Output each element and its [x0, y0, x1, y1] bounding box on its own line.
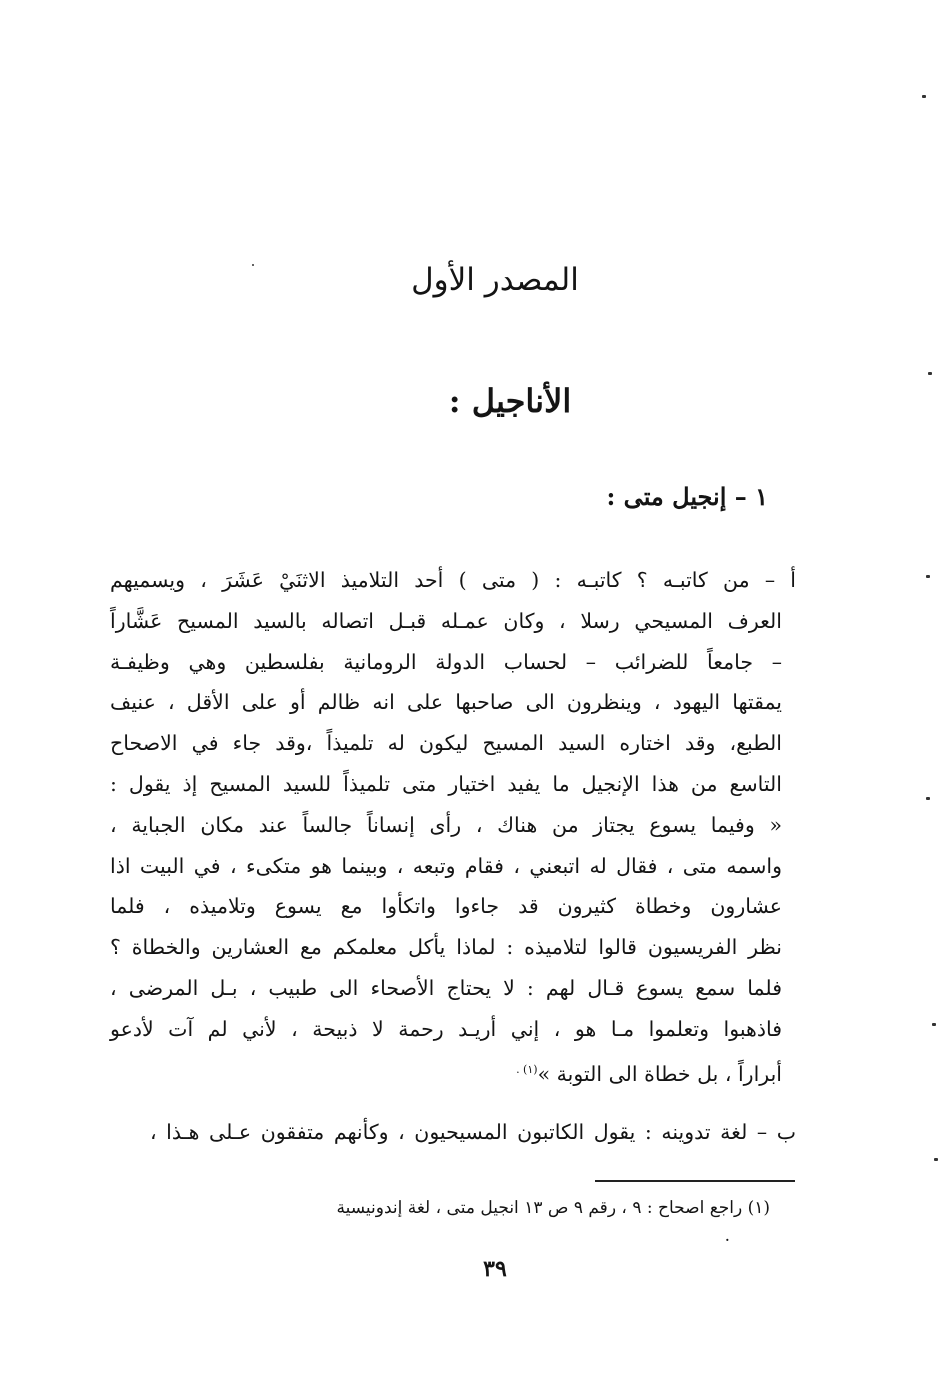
scan-speck [932, 1023, 936, 1026]
section-title: المصدر الأول [411, 262, 579, 298]
footnote-divider [595, 1180, 795, 1182]
page-number: ٣٩ [483, 1256, 507, 1282]
footnote-line: (١) راجع اصحاح : ٩ ، رقم ٩ ص ١٣ انجيل متى ، لغة إندونيسية [336, 1198, 770, 1218]
chapter-heading: الأناجيل : [448, 382, 572, 420]
scan-speck [928, 372, 932, 375]
text-line: يمقتها اليهود ، وينظرون الى صاحبها على انه ظالم أو على الأقل ، عنيف [110, 690, 782, 715]
footnote-reference [516, 1063, 538, 1076]
text-line: أ – من كاتبـه ؟ كاتبـه : ( متى ) أحد التلاميذ الاثنَيْ عَشَرَ ، ويسميهم [110, 568, 796, 592]
text-line: نظر الفريسيون قالوا لتلاميذه : لماذا يأكل معلمكم مع العشارين والخطاة ؟ [110, 935, 782, 960]
text-line: فلما سمع يسوع قـال لهم : لا يحتاج الأصحاء الى طبيب ، بـل المرضى ، [110, 975, 782, 1000]
subheading-gospel-matthew: ١ – إنجيل متى : [606, 482, 768, 511]
text-line: الطبع، وقد اختاره السيد المسيح ليكون له تلميذاً ،وقد جاء في الاصحاح [110, 731, 782, 756]
footnote-line: . [724, 1226, 730, 1246]
text-line: واسمه متى ، فقال له اتبعني ، فقام وتبعه ، وبينما هو متكىء ، في البيت اذا [110, 853, 782, 878]
scan-speck [926, 797, 930, 800]
text-line-content: أبراراً ، بل خطاة الى التوبة » [537, 1061, 782, 1086]
text-line: فاذهبوا وتعلموا مـا هو ، إني أريـد رحمة لا ذبيحة ، لأني لم آت لأدعو [110, 1016, 782, 1041]
text-line [110, 1050, 782, 1091]
footnote [230, 1194, 770, 1250]
text-line: التاسع من هذا الإنجيل ما يفيد اختيار متى تلميذاً للسيد المسيح إذ يقول : [110, 771, 782, 796]
paragraph-a [110, 560, 796, 1090]
text-line: عشارون وخطاة كثيرون قد جاءوا واتكأوا مع يسوع وتلاميذه ، فلما [110, 894, 782, 919]
scan-speck [934, 1158, 938, 1161]
paragraph-b: ب – لغة تدوينه : يقول الكاتبون المسيحيون ، وكأنهم متفقون عـلى هـذا ، [150, 1120, 796, 1144]
footnote-reference-text: (١) . [516, 1062, 538, 1076]
text-line: – جامعاً للضرائب – لحساب الدولة الرومانية بفلسطين وهي وظيفـة [110, 649, 782, 674]
text-line: العرف المسيحي رسلا ، وكان عمـله قبـل اتصاله بالسيد المسيح عَشَّاراً [110, 608, 782, 633]
text-line: « وفيما يسوع يجتاز من هناك ، رأى إنساناً جالساً عند مكان الجباية ، [110, 812, 782, 837]
scan-speck [926, 575, 930, 578]
scan-speck [922, 95, 926, 98]
